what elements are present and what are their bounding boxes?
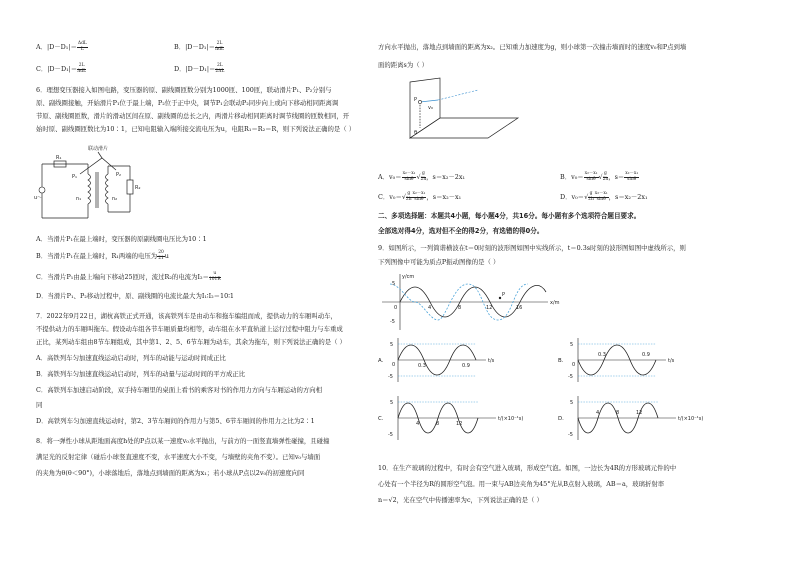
q6-line: 6．理想变压器接入如图电路，变压器的原、副线圈匝数分别为1000匝、100匝，联动滑片P₁、P₂分别与 bbox=[36, 86, 332, 94]
q9-option-c-graph bbox=[378, 392, 548, 444]
q7-option-b: B．高铁列车匀加速直线运动启动时，列车的动量与运动时间的平方成正比 bbox=[36, 370, 246, 378]
tick-label: 12 bbox=[636, 410, 643, 416]
q7-option-d: D．高铁列车匀加速直线运动时，第2、3节车厢间的作用力与第5、6节车厢间的作用力之比为2∶1 bbox=[36, 417, 315, 425]
wave-figure bbox=[378, 270, 568, 334]
figure-label: θ bbox=[414, 130, 418, 136]
q8-option-b: B．v₀＝ $\frac{\text{x₂－x₁}}{\sin\theta}$ √ $\frac{g}{2h}$ ，s＝ $\frac{\text{x₂－x₁}}{\sin\theta}$ bbox=[560, 171, 639, 182]
q8-option-c: C．v₀＝√ $\frac{g}{2h}$ $\frac{\text{x₂－x₁}}{\sin\theta}$ ，s＝x₂－x₁ bbox=[378, 191, 462, 202]
q8-option-d: D．v₀＝√ $\frac{g}{2h}$ $\frac{\text{x₂－x₁}}{\sin\theta}$ ，s＝x₂－2x₁ bbox=[560, 191, 648, 202]
secondary-coil bbox=[106, 174, 109, 204]
slider-pointer bbox=[98, 152, 102, 158]
q7-line: 不提供动力的车厢叫拖车。假设动车组各节车厢质量均相等，动车组在水平直轨道上运行过程中阻力与车重成 bbox=[36, 325, 343, 333]
fraction: $\frac{\text{x₂－x₁}}{\sin\theta}$ bbox=[584, 171, 598, 182]
q5-option-c: C．|D－D₁|＝ $\frac{2L}{\text{ΔdL}}$ bbox=[36, 63, 87, 74]
fraction: $\frac{u}{101R}$ bbox=[208, 271, 221, 282]
figure-label: P₁ bbox=[72, 174, 78, 180]
figure-label: 联动滑片 bbox=[88, 146, 109, 152]
figure-label: n₂ bbox=[112, 196, 118, 202]
q10-line: n＝√2，光在空气中传播速率为c，下列说法正确的是（ ） bbox=[378, 496, 543, 504]
q5-option-a: A．|D－D₁|＝ $\frac{\text{ΔdL}}{L}$ bbox=[36, 41, 87, 52]
fraction: $\frac{g}{2h}$ bbox=[588, 191, 594, 202]
q8-line: 满足光的反射定律（碰后小球竖直速度不变，水平速度大小不变，与墙壁的夹角不变）。已知v₀与墙面 bbox=[36, 453, 321, 461]
tick-label: 12 bbox=[486, 305, 493, 311]
tick-label: -5 bbox=[388, 432, 393, 438]
axis-label: x/m bbox=[550, 300, 560, 306]
q9-option-d-graph bbox=[558, 392, 728, 444]
figure-label: R₁ bbox=[56, 155, 62, 161]
axis-label: t/s bbox=[668, 358, 675, 364]
option-label: B. bbox=[558, 358, 564, 364]
q9-line: 9．如图所示，一列简谐横波在t＝0时刻的波形图如图中实线所示，t＝0.3s时刻的波形图如图中虚线所示，则 bbox=[378, 244, 686, 252]
q9-option-b-graph bbox=[558, 334, 698, 386]
q7-line: 正比，某列动车组由8节车厢组成，其中第1、2、5、6节车厢为动车，其余为拖车，则下列说法正确的是（ ） bbox=[36, 338, 346, 346]
tick-label: 12 bbox=[456, 421, 463, 427]
option-label: A. bbox=[378, 358, 384, 364]
q6-line: 节原、副线圈匝数，滑片的滑动区间在原、副线圈的总长之内，两滑片移动相同距离时调节线圈的匝数相同，开 bbox=[36, 112, 350, 120]
tick-label: 4 bbox=[416, 421, 420, 427]
tick-label: 5 bbox=[570, 400, 574, 406]
q7-line: 7．2022年9月22日，湖杭高铁正式开通，该高铁列车是由动车和拖车编组而成，提供动力的车厢叫动车， bbox=[36, 312, 337, 320]
figure-label: u～ bbox=[34, 195, 43, 201]
exam-page bbox=[30, 32, 764, 532]
figure-label: P₂ bbox=[116, 172, 122, 178]
q7-option-a: A．高铁列车匀加速直线运动启动时，列车的动能与运动时间成正比 bbox=[36, 354, 226, 362]
trajectory bbox=[438, 90, 478, 100]
fraction: $\frac{g}{2h}$ bbox=[405, 191, 412, 202]
wall bbox=[410, 78, 440, 138]
velocity-vector bbox=[420, 100, 438, 102]
fraction: $\frac{2L}{2\Delta L}$ bbox=[215, 63, 225, 74]
q10-line: 10．在生产玻璃的过程中，有时会有空气进入玻璃，形成空气泡。如图，一边长为4R的方形玻璃元件的中 bbox=[378, 464, 677, 472]
fraction: $\frac{2L}{\text{ΔdL}}$ bbox=[214, 41, 224, 52]
axis-label: t/(×10⁻¹s) bbox=[678, 416, 704, 422]
fraction: $\frac{20}{21}$ bbox=[158, 250, 164, 261]
q6-option-c: C．当滑片P₁由最上端向下移动25匝时，流过R₂的电流为I₂＝ $\frac{u}{101R}$ bbox=[36, 271, 221, 282]
tick-label: 0.9 bbox=[462, 363, 470, 369]
tick-label: 8 bbox=[436, 421, 440, 427]
solid-wave-t0 bbox=[400, 285, 546, 317]
fraction: $\frac{g}{2h}$ bbox=[420, 171, 427, 182]
axis-label: y/cm bbox=[402, 274, 415, 280]
fraction: $\frac{\text{x₂－x₁}}{\sin\theta}$ bbox=[412, 191, 426, 202]
q8-option-a: A．v₀＝ $\frac{\text{x₂－x₁}}{\sin\theta}$ √ $\frac{g}{2h}$ ，s＝x₂－2x₁ bbox=[378, 171, 466, 182]
tick-label: -5 bbox=[388, 374, 393, 380]
tick-label: -5 bbox=[390, 319, 395, 325]
point-p bbox=[499, 297, 501, 299]
transformer-circuit-figure bbox=[36, 144, 156, 228]
figure-label: R₂ bbox=[135, 185, 141, 191]
section-heading: 二、多项选择题：本题共4小题，每小题4分，共16分。每小题有多个选项符合题目要求。 bbox=[378, 212, 641, 220]
q8-line: 8．将一弹性小球从距地面高度h处的P点以某一速度v₀水平抛出，与前方的一面竖直墙弹性碰撞，且碰撞 bbox=[36, 437, 330, 445]
tick-label: 0.9 bbox=[642, 352, 650, 358]
figure-label: P bbox=[414, 97, 418, 103]
tick-label: 16 bbox=[516, 305, 523, 311]
q9-line: 下列图像中可能为质点P振动图像的是（ ） bbox=[378, 258, 500, 266]
fraction: $\frac{\text{x₂－x₁}}{\sin\theta}$ bbox=[594, 191, 608, 202]
tick-label: 0 bbox=[572, 362, 576, 368]
primary-coil bbox=[88, 174, 91, 204]
option-label: D. bbox=[558, 416, 564, 422]
tick-label: 8 bbox=[616, 410, 620, 416]
section-subheading: 全部选对得4分，选对但不全的得2分，有选错的得0分。 bbox=[378, 227, 544, 235]
q5-option-d: D．|D－D₁|＝ $\frac{2L}{2\Delta L}$ bbox=[174, 63, 225, 74]
q9-option-a-graph bbox=[378, 334, 518, 386]
fraction: $\frac{g}{2h}$ bbox=[602, 171, 609, 182]
wall-projectile-figure bbox=[400, 72, 520, 146]
tick-label: 5 bbox=[390, 400, 394, 406]
figure-label: v₀ bbox=[428, 105, 433, 111]
figure-label: P bbox=[502, 292, 506, 298]
q6-line: 原、副线圈接触，开始滑片P₁位于最上端，P₂位于正中央，调节P₁会联动P₂同步向上或向下移动相同距离调 bbox=[36, 99, 339, 107]
resistor-r2 bbox=[127, 180, 133, 194]
tick-label: 8 bbox=[458, 305, 462, 311]
q7-option-c-cont: 同 bbox=[36, 401, 43, 409]
figure-label: n₁ bbox=[76, 196, 82, 202]
tick-label: 0 bbox=[394, 305, 398, 311]
tick-label: 5 bbox=[392, 281, 396, 287]
axis-label: t/s bbox=[488, 358, 495, 364]
tick-label: 0.3 bbox=[418, 363, 426, 369]
q10-line: 心处有一个半径为R的圆形空气泡。用一束与AB边夹角为45°光从B点射入玻璃，AB＝a，玻璃折射率 bbox=[378, 480, 665, 488]
q8-line: 的夹角为θ(θ＜90°)，小球落地后，落地点到墙面的距离为x₁；若小球从P点以2v₀的初速度向同 bbox=[36, 469, 305, 477]
fraction: $\frac{\text{x₂－x₁}}{\sin\theta}$ bbox=[625, 171, 639, 182]
tick-label: 5 bbox=[390, 342, 394, 348]
axis-label: t/(×10⁻¹s) bbox=[498, 416, 524, 422]
tick-label: 4 bbox=[596, 410, 600, 416]
q8-line: 方向水平抛出，落地点到墙面的距离为x₂。已知重力加速度为g，则小球第一次撞击墙面时的速度v₀和P点到墙 bbox=[378, 43, 687, 51]
ball bbox=[418, 100, 421, 103]
q6-option-a: A．当滑片P₁在最上端时，变压器的原副线圈电压比为10∶1 bbox=[36, 235, 207, 243]
tick-label: 4 bbox=[428, 305, 432, 311]
tick-label: -5 bbox=[568, 432, 573, 438]
fraction: $\frac{\text{x₂－x₁}}{\sin\theta}$ bbox=[402, 171, 416, 182]
tick-label: 0 bbox=[392, 362, 396, 368]
ground-plane bbox=[410, 118, 518, 138]
q5-option-b: B．|D－D₁|＝ $\frac{2L}{\text{ΔdL}}$ bbox=[174, 41, 224, 52]
ac-source-icon bbox=[39, 187, 45, 193]
q6-line: 始时原、副线圈匝数比为10∶1，已知电阻输入端所接交流电压为u，电阻R₁＝R₂＝R，则下列说法正确的是（ ） bbox=[36, 125, 356, 133]
fraction: $\frac{2L}{\text{ΔdL}}$ bbox=[77, 63, 87, 74]
q6-option-d: D．当滑片P₁、P₂移动过程中，原、副线圈的电流比最大为I₁∶I₂＝10∶1 bbox=[36, 292, 234, 300]
tick-label: 0.3 bbox=[598, 352, 606, 358]
q6-option-b: B．当滑片P₁在最上端时，R₁两端的电压为 $\frac{20}{21}$ u bbox=[36, 250, 169, 261]
q7-option-c: C．高铁列车加速启动阶段，双手持车厢里的桌面上看书的乘客对书的作用力方向与车厢运动的方向相 bbox=[36, 386, 323, 394]
option-label: C. bbox=[378, 416, 384, 422]
tick-label: -5 bbox=[568, 374, 573, 380]
fraction: $\frac{\text{ΔdL}}{L}$ bbox=[77, 41, 87, 52]
tick-label: 5 bbox=[570, 342, 574, 348]
q8-line: 面的距离s为（ ） bbox=[378, 61, 429, 69]
